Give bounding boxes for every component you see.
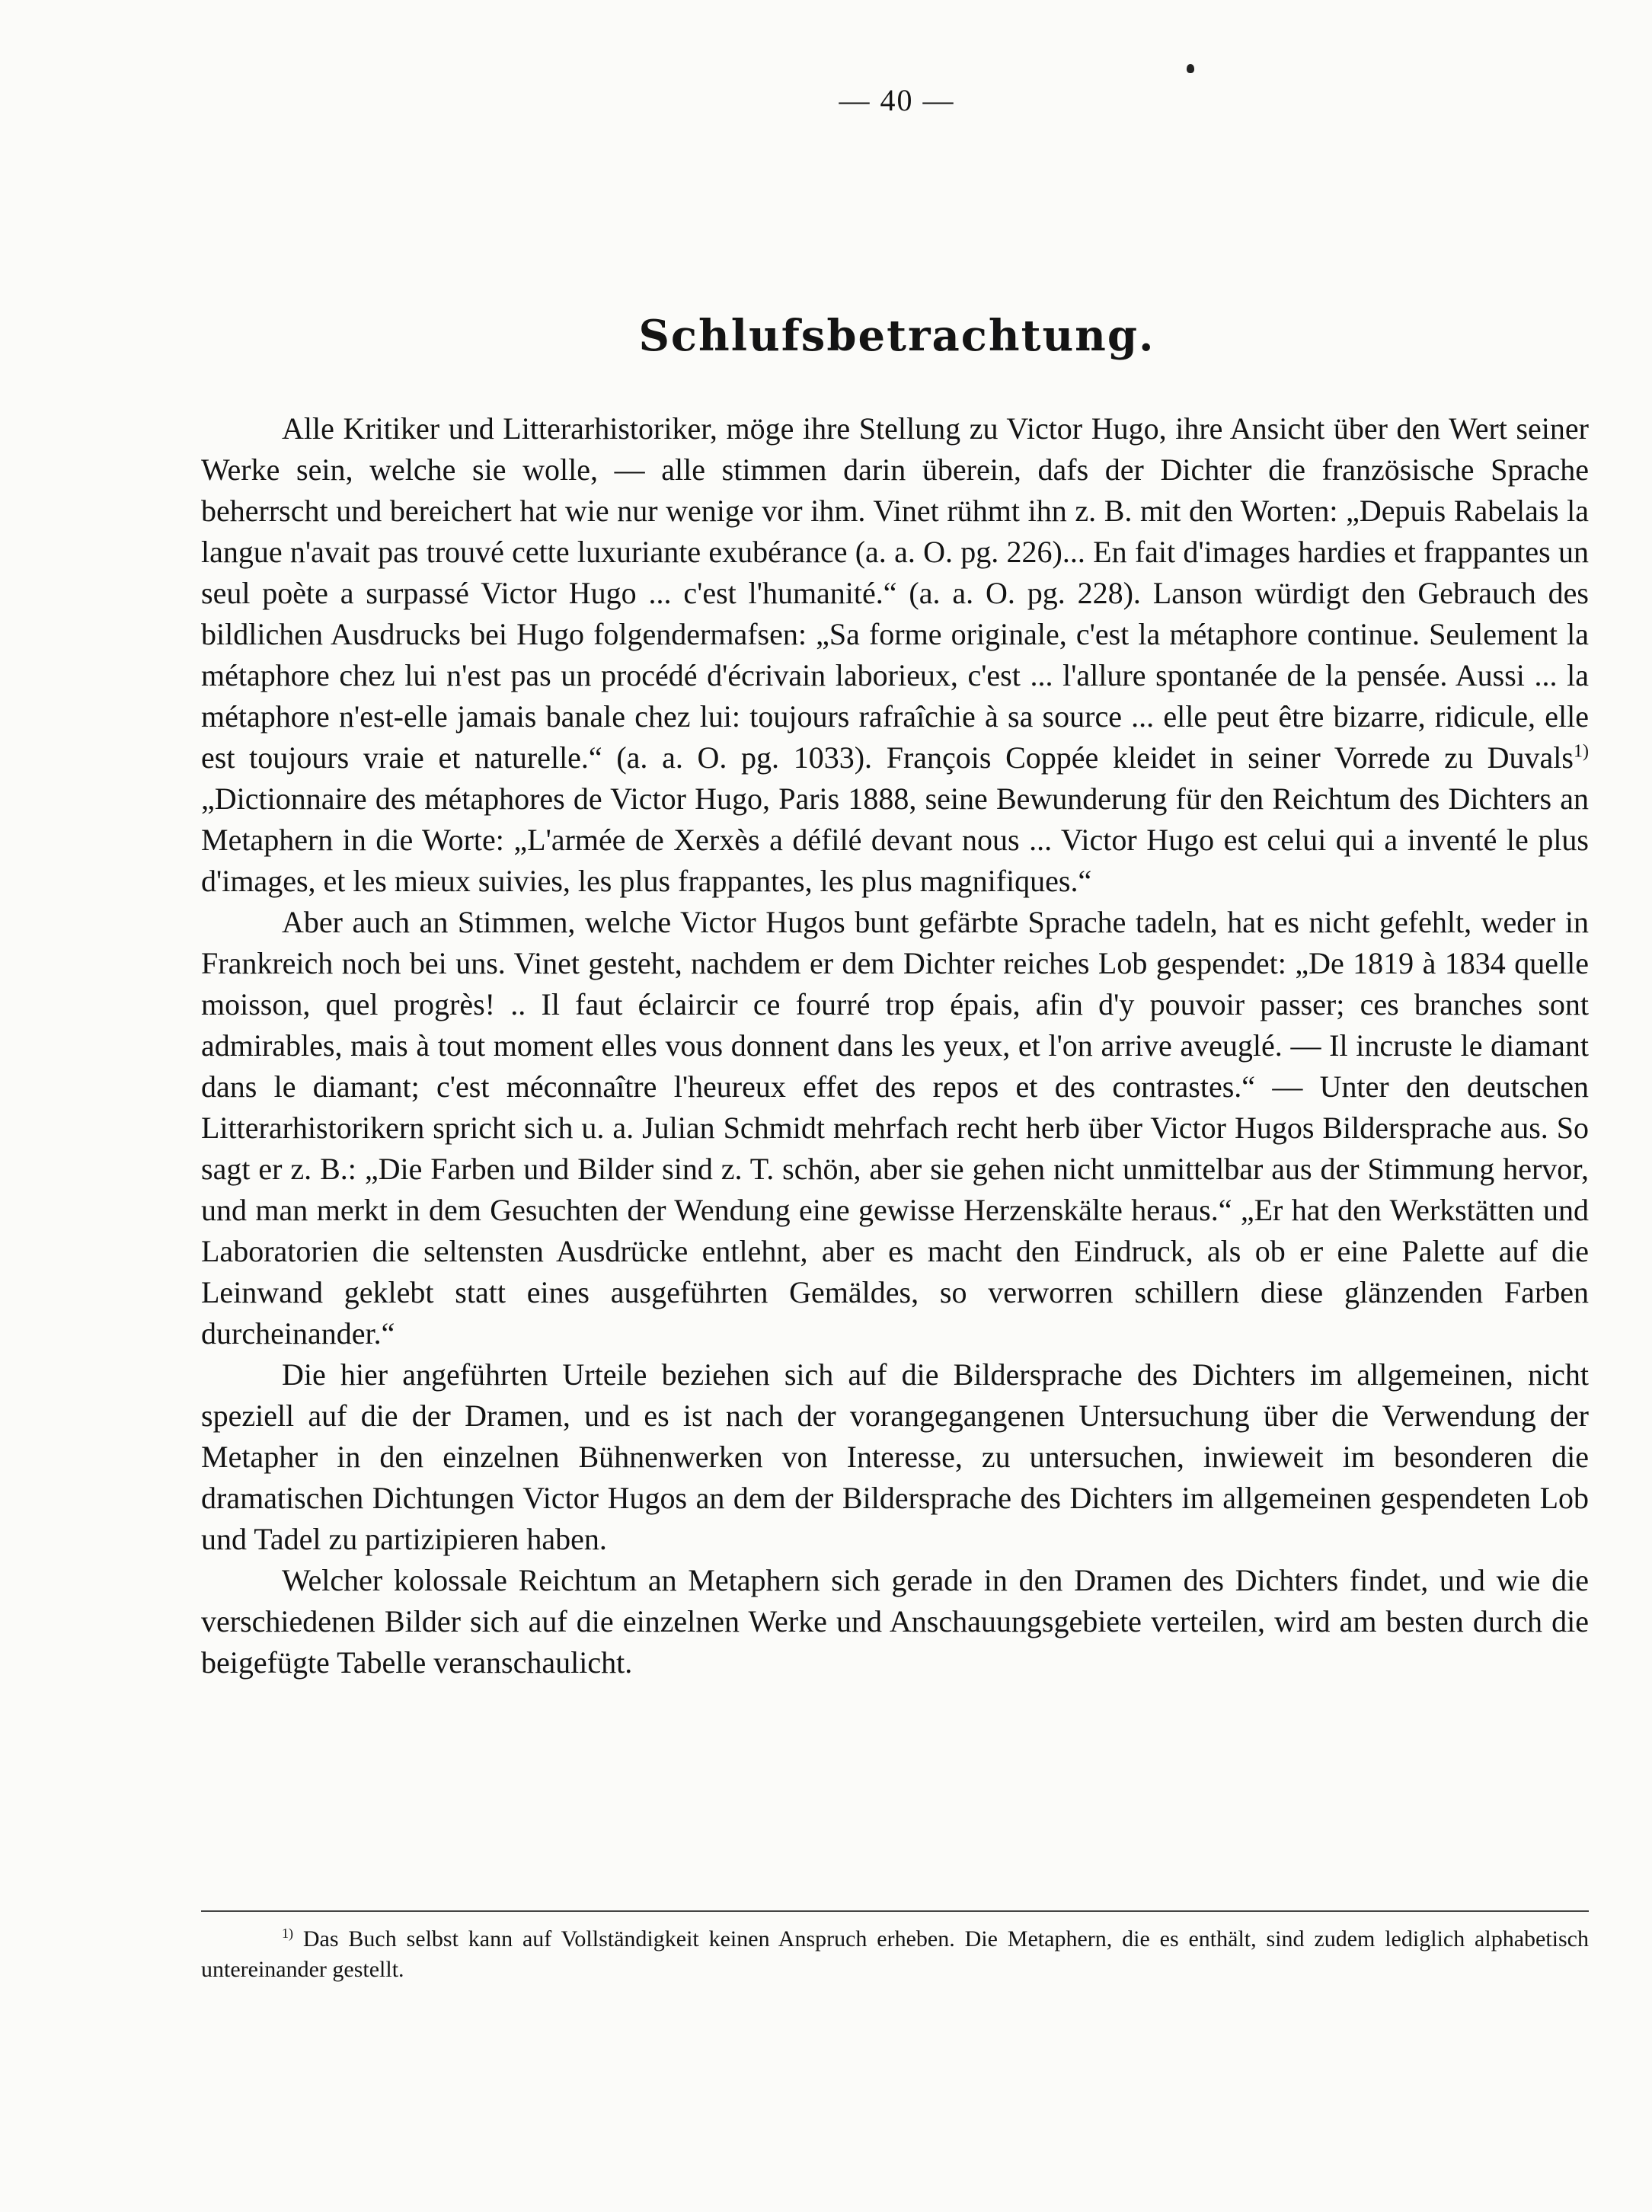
ink-speck <box>1187 64 1194 73</box>
body-text <box>201 408 1589 1683</box>
footnote-text: Das Buch selbst kann auf Vollständigkeit keinen Anspruch erheben. Die Metaphern, die es enthält, sind zudem lediglich alphabetisch untereinander gestellt. <box>201 1926 1590 1982</box>
paragraph-3: Die hier angeführten Urteile beziehen sich auf die Bildersprache des Dichters im allgemeinen, nicht speziell auf die der Dramen, und es ist nach der vorangegangenen Untersuchung über die Verwendung der Metapher in den einzelnen Bühnenwerken von Interesse, zu untersuchen, inwieweit im besonderen die dramatischen Dichtungen Victor Hugos an dem der Bildersprache des Dichters im allgemeinen gespendeten Lob und Tadel zu partizipieren haben. <box>201 1357 1589 1556</box>
paragraph-2: Aber auch an Stimmen, welche Victor Hugos bunt gefärbte Sprache tadeln, hat es nicht gefehlt, weder in Frankreich noch bei uns. Vinet gesteht, nachdem er dem Dichter reiches Lob gespendet: „De 1819 à 1834 quelle moisson, quel progrès! .. Il faut éclaircir ce fourré trop épais, afin d'y pouvoir passer; ces branches sont admirables, mais à tout moment elles vous donnent dans les yeux, et l'on arrive aveuglé. — Il incruste le diamant dans le diamant; c'est méconnaître l'heureux effet des repos et des contrastes.“ — Unter den deutschen Litterarhistorikern spricht sich u. a. Julian Schmidt mehrfach recht herb über Victor Hugos Bildersprache aus. So sagt er z. B.: „Die Farben und Bilder sind z. T. schön, aber sie gehen nicht unmittelbar aus der Stimmung hervor, und man merkt in dem Gesuchten der Wendung eine gewisse Herzenskälte heraus.“ „Er hat den Werkstätten und Laboratorien die seltensten Ausdrücke entlehnt, aber es macht den Eindruck, als ob er eine Palette auf die Leinwand geklebt statt eines ausgeführten Gemäldes, so verworren schillern diese glänzenden Farben durcheinander.“ <box>201 905 1589 1351</box>
footnote-reference: 1) <box>1574 741 1589 762</box>
paragraph-1-continuation: „Dictionnaire des métaphores de Victor Hugo, Paris 1888, seine Bewunderung für den Reichtum des Dichters an Metaphern in die Worte: „L'armée de Xerxès a défilé devant nous ... Victor Hugo est celui qui a inventé le plus d'images, et les mieux suivies, les plus frappantes, les plus magnifiques.“ <box>201 782 1589 898</box>
paragraph-1 <box>201 408 1589 902</box>
paragraph-4: Welcher kolossale Reichtum an Metaphern sich gerade in den Dramen des Dichters findet, und wie die verschiedenen Bilder sich auf die einzelnen Werke und Anschauungsgebiete verteilen, wird am besten durch die beigefügte Tabelle veranschaulicht. <box>201 1563 1589 1680</box>
footnote-divider <box>201 1910 1589 1912</box>
section-title: Schlufsbetrachtung. <box>638 311 1155 361</box>
footnote <box>201 1924 1589 1985</box>
footnote-marker: 1) <box>282 1926 293 1941</box>
page-number: — 40 — <box>839 83 955 117</box>
paragraph-1-text: Alle Kritiker und Litterarhistoriker, möge ihre Stellung zu Victor Hugo, ihre Ansicht über den Wert seiner Werke sein, welche sie wolle, — alle stimmen darin überein, dafs der Dichter die französische Sprache beherrscht und bereichert hat wie nur wenige vor ihm. Vinet rühmt ihn z. B. mit den Worten: „Depuis Rabelais la langue n'avait pas trouvé cette luxuriante exubérance (a. a. O. pg. 226)... En fait d'images hardies et frappantes un seul poète a surpassé Victor Hugo ... c'est l'humanité.“ (a. a. O. pg. 228). Lanson würdigt den Gebrauch des bildlichen Ausdrucks bei Hugo folgendermafsen: „Sa forme originale, c'est la métaphore continue. Seulement la métaphore chez lui n'est pas un procédé d'écrivain laborieux, c'est ... l'allure spontanée de la pensée. Aussi ... la métaphore n'est-elle jamais banale chez lui: toujours rafraîchie à sa source ... elle peut être bizarre, ridicule, elle est toujours vraie et naturelle.“ (a. a. O. pg. 1033). François Coppée kleidet in seiner Vorrede zu Duvals <box>201 411 1589 775</box>
